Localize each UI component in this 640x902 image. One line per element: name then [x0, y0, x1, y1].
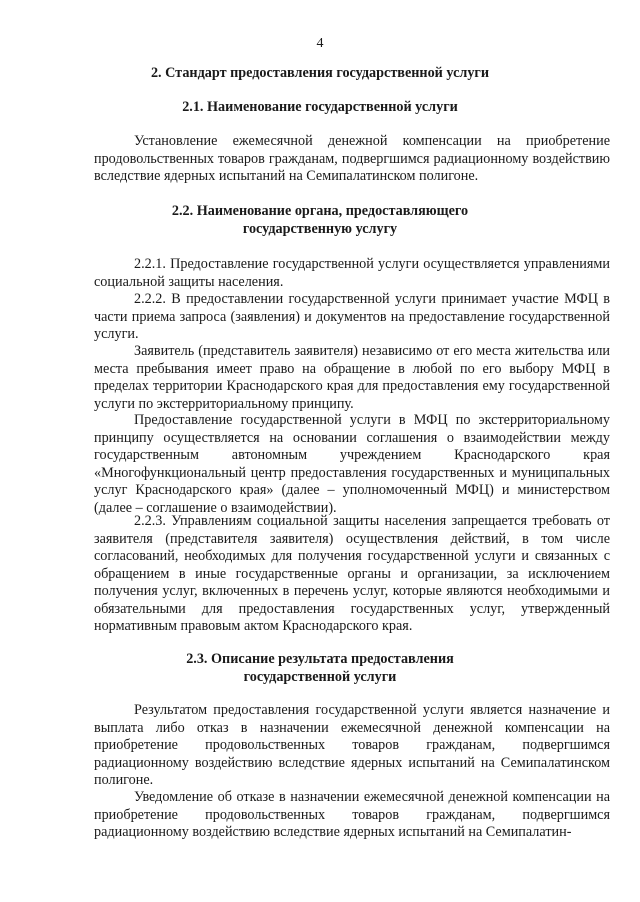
section-2-1-paragraph: Установление ежемесячной денежной компенсации на приобретение продовольственных товаров гражданам, подвергшимся радиационному воздействию вследствие ядерных испытаний на Семипалатинском полигоне.: [94, 133, 610, 184]
section-2-2-heading-line1: 2.2. Наименование органа, предоставляющего: [171, 203, 469, 219]
section-2-3-heading-line1: 2.3. Описание результата предоставления: [186, 651, 454, 667]
section-2-2-paragraph: Заявитель (представитель заявителя) независимо от его места жительства или места пребывания имеет право на обращение в любой по его выбору МФЦ в пределах территории Краснодарского края для предоставления ему государственной услуги по экстерриториальному принципу.: [94, 343, 610, 412]
section-2-3-paragraph: Уведомление об отказе в назначении ежемесячной денежной компенсации на приобретение продовольственных товаров гражданам, подвергшимся радиационному воздействию вследствие ядерных испытаний на Семипалатин-: [94, 789, 610, 840]
section-2-heading: 2. Стандарт предоставления государственной услуги: [150, 65, 490, 81]
section-2-2-paragraph: 2.2.2. В предоставлении государственной услуги принимает участие МФЦ в части приема запроса (заявления) и документов на предоставление государственной услуги.: [94, 291, 610, 342]
section-2-3-heading-line2: государственной услуги: [243, 669, 397, 685]
section-2-3-paragraph: Результатом предоставления государственной услуги является назначение и выплата либо отказ в назначении ежемесячной денежной компенсации на приобретение продовольственных товаров гражданам, подвергшимся радиационному воздействию вследствие ядерных испытаний на Семипалатинском полигоне.: [94, 702, 610, 788]
section-2-2-paragraph: 2.2.3. Управлениям социальной защиты населения запрещается требовать от заявителя (представителя заявителя) осуществления действий, в том числе согласований, необходимых для получения государственной услуги и связанных с обращением в иные государственные органы и организации, за исключением получения услуг, включенных в перечень услуг, которые являются необходимыми и обязательными для предоставления государственных услуг, утвержденный нормативным правовым актом Краснодарского края.: [94, 513, 610, 634]
section-2-2-paragraph: 2.2.1. Предоставление государственной услуги осуществляется управлениями социальной защиты населения.: [94, 256, 610, 290]
section-2-2-paragraph: Предоставление государственной услуги в МФЦ по экстерриториальному принципу осуществляется на основании соглашения о взаимодействии между государственным автономным учреждением Краснодарского края «Многофункциональный центр предоставления государственных и муниципальных услуг Краснодарского края» (далее – уполномоченный МФЦ) и министерством (далее – соглашение о взаимодействии).: [94, 412, 610, 516]
section-2-1-heading: 2.1. Наименование государственной услуги: [182, 99, 458, 115]
page-number: 4: [316, 36, 324, 51]
section-2-2-heading-line2: государственную услугу: [242, 221, 398, 237]
